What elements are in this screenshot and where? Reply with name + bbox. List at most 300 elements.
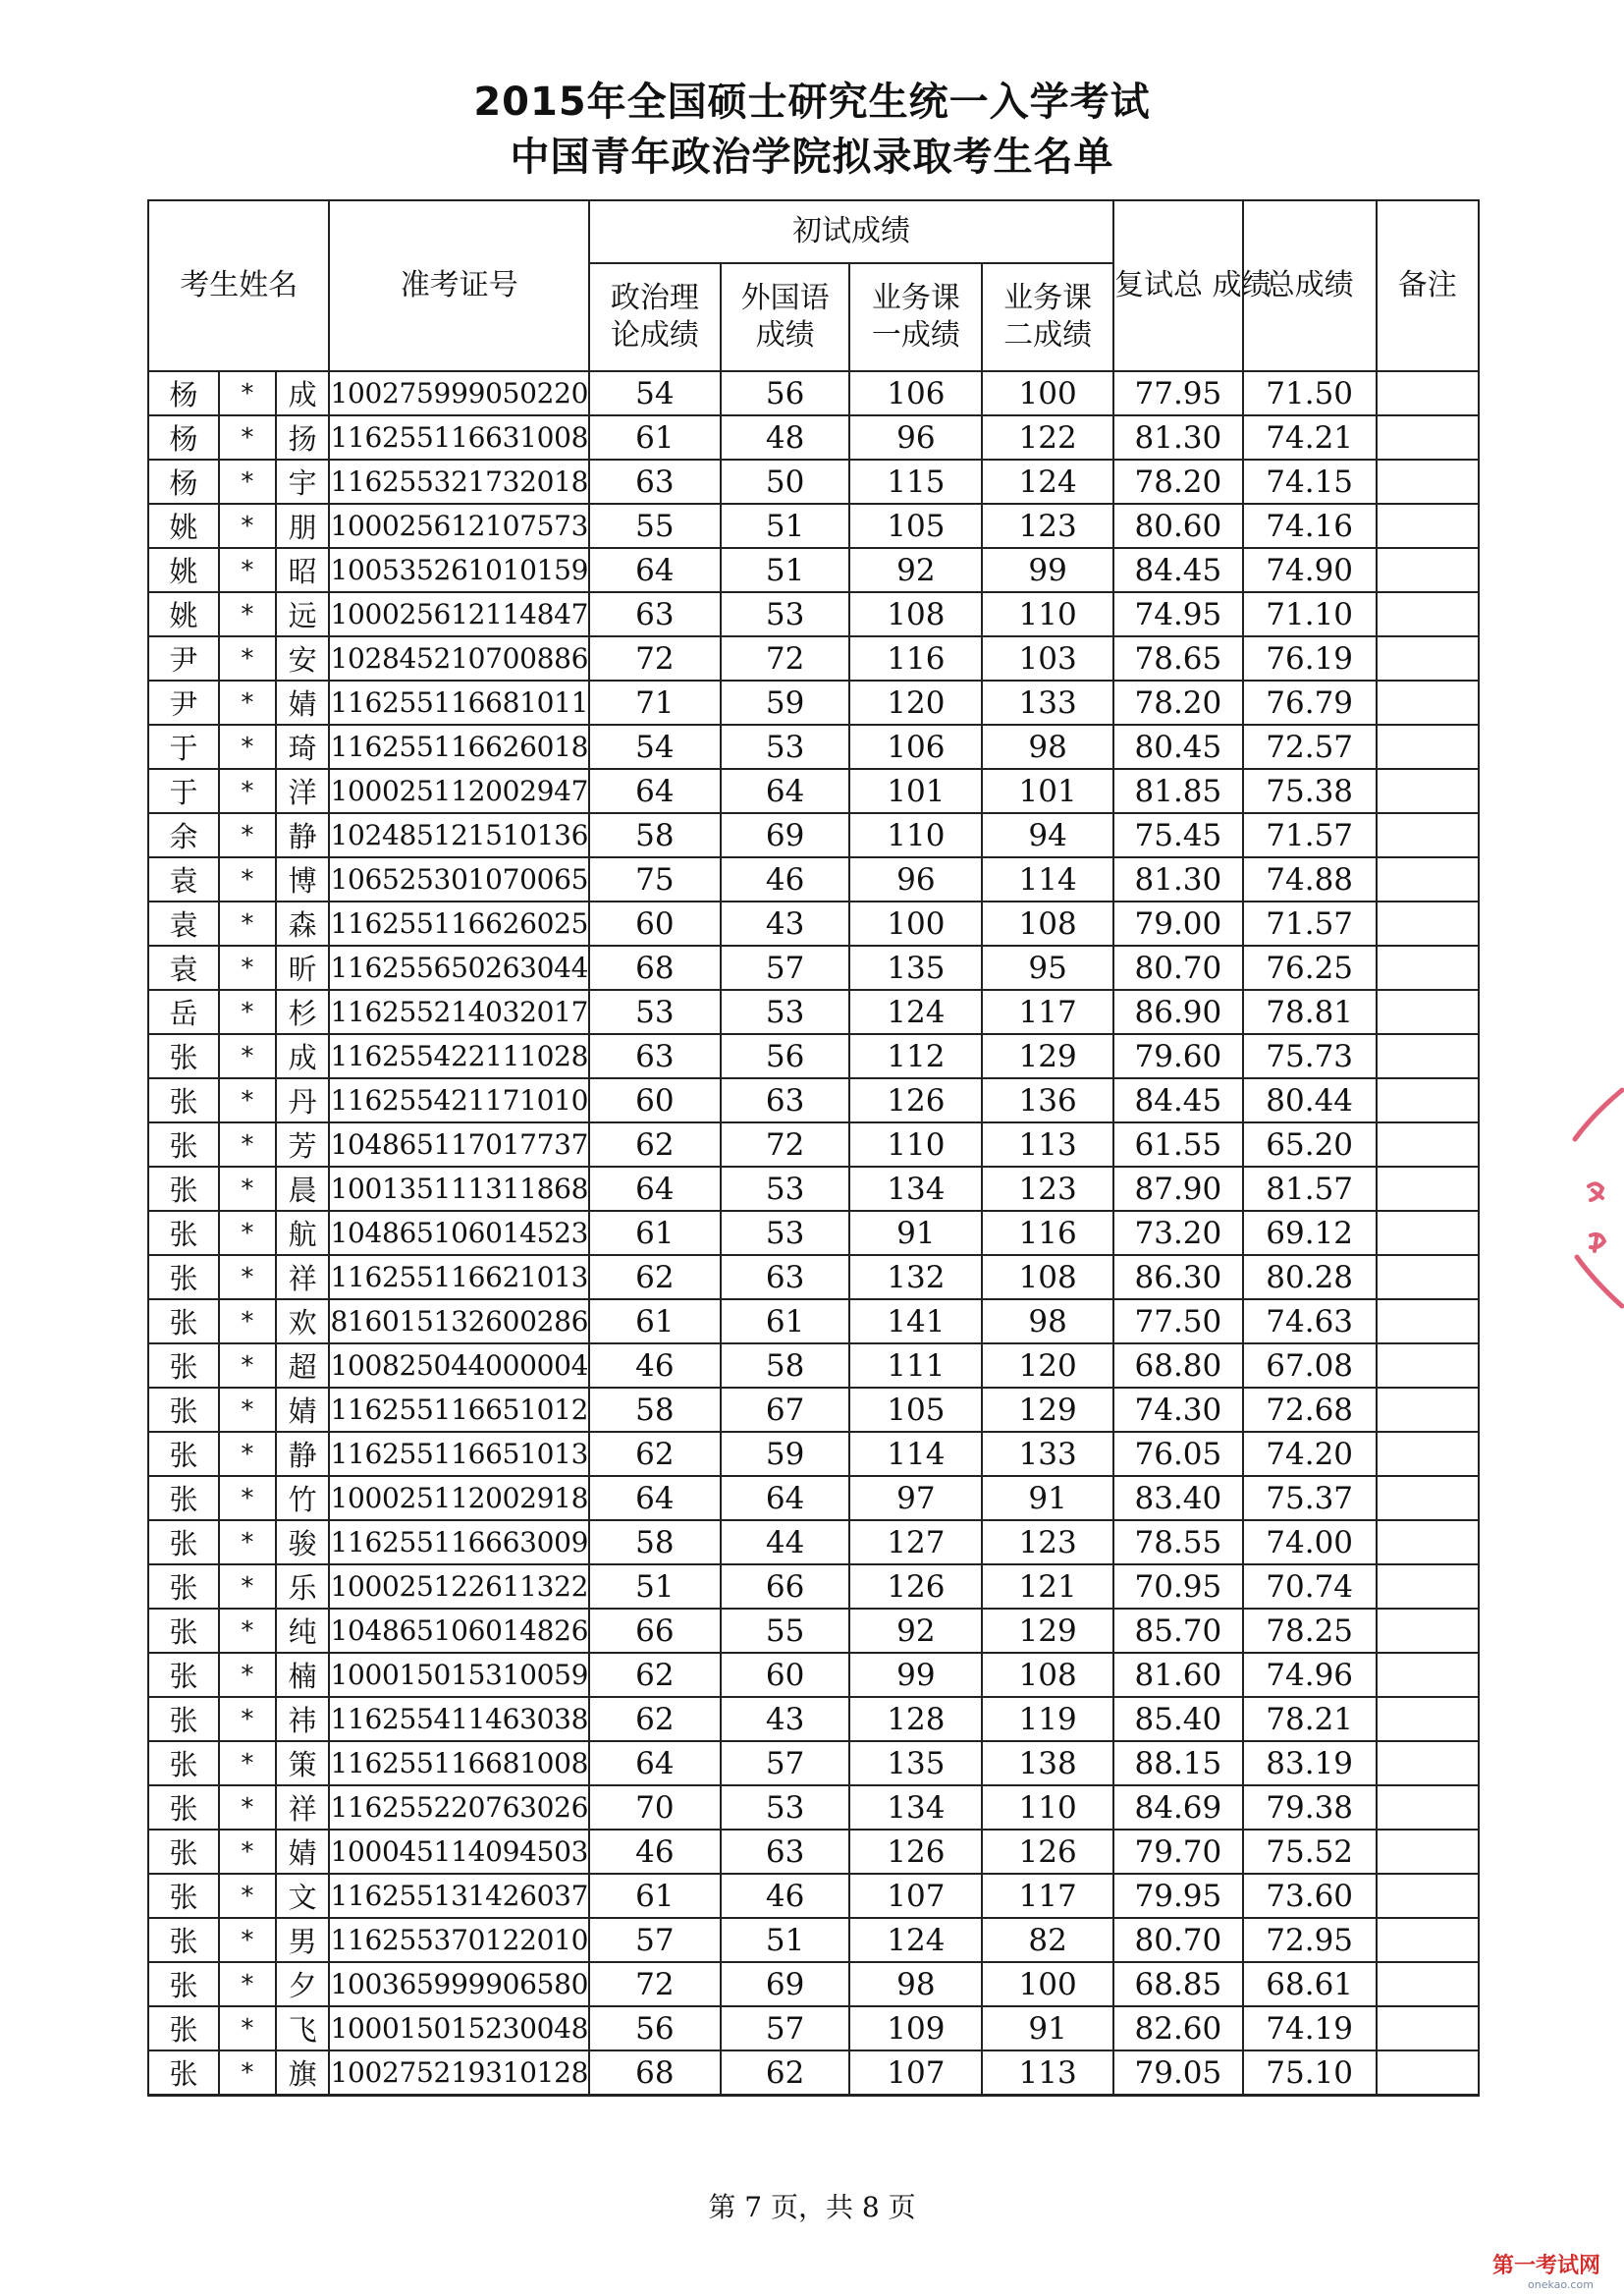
cell-exam-id: 100025612114847 <box>329 592 589 636</box>
cell-retest-score: 76.05 <box>1113 1432 1243 1476</box>
cell-exam-id: 104865106014826 <box>329 1609 589 1653</box>
cell-course1-score: 110 <box>849 813 982 857</box>
cell-remark <box>1377 2050 1479 2096</box>
cell-surname: 姚 <box>148 548 219 592</box>
cell-total-score: 65.20 <box>1243 1122 1377 1167</box>
cell-given-name: 琦 <box>276 725 330 769</box>
cell-foreign-score: 57 <box>721 2006 850 2050</box>
cell-total-score: 78.81 <box>1243 990 1377 1034</box>
cell-course2-score: 121 <box>982 1564 1113 1609</box>
cell-exam-id: 100025112002947 <box>329 769 589 813</box>
cell-given-name: 乐 <box>276 1564 330 1609</box>
cell-foreign-score: 53 <box>721 990 850 1034</box>
cell-mask: * <box>219 1962 276 2006</box>
cell-given-name: 芳 <box>276 1122 330 1167</box>
cell-course1-score: 98 <box>849 1962 982 2006</box>
cell-foreign-score: 57 <box>721 1741 850 1785</box>
cell-remark <box>1377 2006 1479 2050</box>
cell-surname: 袁 <box>148 902 219 946</box>
cell-remark <box>1377 1653 1479 1697</box>
cell-retest-score: 86.30 <box>1113 1255 1243 1299</box>
cell-politics-score: 46 <box>589 1830 721 1874</box>
table-row <box>148 415 1479 460</box>
cell-mask: * <box>219 592 276 636</box>
cell-remark <box>1377 1343 1479 1388</box>
cell-mask: * <box>219 725 276 769</box>
cell-exam-id: 104865117017737 <box>329 1122 589 1167</box>
cell-retest-score: 77.95 <box>1113 371 1243 415</box>
cell-surname: 张 <box>148 1785 219 1830</box>
cell-surname: 袁 <box>148 857 219 902</box>
table-body <box>148 371 1479 2096</box>
cell-course2-score: 101 <box>982 769 1113 813</box>
cell-retest-score: 79.05 <box>1113 2050 1243 2096</box>
cell-politics-score: 63 <box>589 460 721 504</box>
cell-total-score: 75.73 <box>1243 1034 1377 1078</box>
cell-total-score: 73.60 <box>1243 1874 1377 1918</box>
cell-foreign-score: 51 <box>721 548 850 592</box>
cell-course2-score: 99 <box>982 548 1113 592</box>
cell-exam-id: 116255116681008 <box>329 1741 589 1785</box>
table-row <box>148 946 1479 990</box>
table-row <box>148 1564 1479 1609</box>
cell-total-score: 71.50 <box>1243 371 1377 415</box>
cell-course2-score: 103 <box>982 636 1113 681</box>
cell-course2-score: 91 <box>982 2006 1113 2050</box>
cell-total-score: 74.16 <box>1243 504 1377 548</box>
cell-total-score: 71.10 <box>1243 592 1377 636</box>
cell-politics-score: 54 <box>589 725 721 769</box>
cell-retest-score: 61.55 <box>1113 1122 1243 1167</box>
table-row <box>148 681 1479 725</box>
cell-politics-score: 61 <box>589 415 721 460</box>
cell-course2-score: 133 <box>982 1432 1113 1476</box>
cell-remark <box>1377 681 1479 725</box>
cell-course2-score: 120 <box>982 1343 1113 1388</box>
cell-foreign-score: 51 <box>721 1918 850 1962</box>
cell-course1-score: 124 <box>849 1918 982 1962</box>
cell-surname: 张 <box>148 1432 219 1476</box>
table-row <box>148 1034 1479 1078</box>
cell-exam-id: 100825044000004 <box>329 1343 589 1388</box>
cell-surname: 袁 <box>148 946 219 990</box>
header-course1-line2: 一成绩 <box>871 318 960 353</box>
cell-course2-score: 114 <box>982 857 1113 902</box>
cell-surname: 杨 <box>148 371 219 415</box>
cell-total-score: 75.52 <box>1243 1830 1377 1874</box>
cell-course2-score: 129 <box>982 1609 1113 1653</box>
cell-surname: 杨 <box>148 415 219 460</box>
cell-course1-score: 134 <box>849 1167 982 1211</box>
cell-total-score: 72.68 <box>1243 1388 1377 1432</box>
cell-total-score: 74.63 <box>1243 1299 1377 1343</box>
cell-surname: 张 <box>148 1078 219 1122</box>
cell-foreign-score: 72 <box>721 1122 850 1167</box>
cell-surname: 姚 <box>148 504 219 548</box>
cell-retest-score: 81.30 <box>1113 415 1243 460</box>
cell-course2-score: 119 <box>982 1697 1113 1741</box>
cell-exam-id: 100015015230048 <box>329 2006 589 2050</box>
cell-course1-score: 92 <box>849 1609 982 1653</box>
cell-course2-score: 136 <box>982 1078 1113 1122</box>
cell-exam-id: 116255116626025 <box>329 902 589 946</box>
cell-surname: 张 <box>148 1609 219 1653</box>
cell-mask: * <box>219 1122 276 1167</box>
cell-mask: * <box>219 681 276 725</box>
cell-remark <box>1377 725 1479 769</box>
cell-remark <box>1377 592 1479 636</box>
cell-foreign-score: 69 <box>721 1962 850 2006</box>
cell-exam-id: 100015015310059 <box>329 1653 589 1697</box>
cell-politics-score: 55 <box>589 504 721 548</box>
cell-retest-score: 73.20 <box>1113 1211 1243 1255</box>
cell-total-score: 74.21 <box>1243 415 1377 460</box>
cell-total-score: 67.08 <box>1243 1343 1377 1388</box>
cell-foreign-score: 53 <box>721 592 850 636</box>
table-row <box>148 990 1479 1034</box>
cell-surname: 张 <box>148 1167 219 1211</box>
cell-retest-score: 82.60 <box>1113 2006 1243 2050</box>
cell-retest-score: 74.95 <box>1113 592 1243 636</box>
cell-course2-score: 117 <box>982 1874 1113 1918</box>
cell-course2-score: 126 <box>982 1830 1113 1874</box>
cell-foreign-score: 57 <box>721 946 850 990</box>
cell-given-name: 纯 <box>276 1609 330 1653</box>
cell-foreign-score: 53 <box>721 725 850 769</box>
table-row <box>148 1388 1479 1432</box>
cell-remark <box>1377 1918 1479 1962</box>
cell-retest-score: 78.55 <box>1113 1520 1243 1564</box>
table-row <box>148 1962 1479 2006</box>
cell-mask: * <box>219 2006 276 2050</box>
cell-course1-score: 124 <box>849 990 982 1034</box>
header-politics-line2: 论成绩 <box>610 318 699 353</box>
cell-foreign-score: 59 <box>721 681 850 725</box>
cell-total-score: 78.21 <box>1243 1697 1377 1741</box>
cell-course1-score: 91 <box>849 1211 982 1255</box>
cell-retest-score: 80.70 <box>1113 946 1243 990</box>
cell-course2-score: 108 <box>982 1255 1113 1299</box>
table-row <box>148 2050 1479 2096</box>
cell-politics-score: 72 <box>589 1962 721 2006</box>
cell-course1-score: 114 <box>849 1432 982 1476</box>
cell-mask: * <box>219 1653 276 1697</box>
cell-exam-id: 100275999050220 <box>329 371 589 415</box>
cell-total-score: 74.96 <box>1243 1653 1377 1697</box>
cell-given-name: 祥 <box>276 1255 330 1299</box>
cell-given-name: 朋 <box>276 504 330 548</box>
cell-mask: * <box>219 1255 276 1299</box>
cell-surname: 杨 <box>148 460 219 504</box>
cell-politics-score: 62 <box>589 1697 721 1741</box>
cell-course1-score: 126 <box>849 1564 982 1609</box>
cell-retest-score: 68.85 <box>1113 1962 1243 2006</box>
header-remarks: 备注 <box>1377 200 1479 371</box>
cell-remark <box>1377 1874 1479 1918</box>
header-foreign-language <box>721 263 850 371</box>
cell-mask: * <box>219 548 276 592</box>
cell-course2-score: 113 <box>982 2050 1113 2096</box>
table-row <box>148 1697 1479 1741</box>
cell-total-score: 83.19 <box>1243 1741 1377 1785</box>
cell-surname: 张 <box>148 1388 219 1432</box>
cell-remark <box>1377 1167 1479 1211</box>
cell-foreign-score: 69 <box>721 813 850 857</box>
cell-remark <box>1377 548 1479 592</box>
cell-course1-score: 100 <box>849 902 982 946</box>
cell-total-score: 81.57 <box>1243 1167 1377 1211</box>
cell-course1-score: 111 <box>849 1343 982 1388</box>
cell-politics-score: 64 <box>589 769 721 813</box>
cell-retest-score: 79.60 <box>1113 1034 1243 1078</box>
cell-course2-score: 98 <box>982 725 1113 769</box>
page-number-footer: 第 7 页，共 8 页 <box>708 2191 916 2223</box>
cell-total-score: 75.37 <box>1243 1476 1377 1520</box>
cell-mask: * <box>219 1785 276 1830</box>
header-course-two <box>982 263 1113 371</box>
cell-retest-score: 85.40 <box>1113 1697 1243 1741</box>
cell-exam-id: 100365999906580 <box>329 1962 589 2006</box>
cell-mask: * <box>219 1167 276 1211</box>
cell-given-name: 远 <box>276 592 330 636</box>
cell-surname: 张 <box>148 1564 219 1609</box>
cell-given-name: 静 <box>276 1432 330 1476</box>
cell-surname: 尹 <box>148 681 219 725</box>
cell-course1-score: 106 <box>849 371 982 415</box>
cell-retest-score: 77.50 <box>1113 1299 1243 1343</box>
cell-exam-id: 116255116621013 <box>329 1255 589 1299</box>
cell-politics-score: 62 <box>589 1255 721 1299</box>
cell-course1-score: 126 <box>849 1078 982 1122</box>
table-row <box>148 1741 1479 1785</box>
cell-course2-score: 100 <box>982 371 1113 415</box>
cell-politics-score: 58 <box>589 1388 721 1432</box>
cell-politics-score: 62 <box>589 1432 721 1476</box>
cell-surname: 于 <box>148 725 219 769</box>
header-course2-line1: 业务课 <box>1003 281 1093 315</box>
cell-remark <box>1377 1609 1479 1653</box>
cell-foreign-score: 59 <box>721 1432 850 1476</box>
cell-given-name: 成 <box>276 371 330 415</box>
cell-foreign-score: 64 <box>721 769 850 813</box>
cell-mask: * <box>219 1034 276 1078</box>
cell-retest-score: 80.45 <box>1113 725 1243 769</box>
cell-remark <box>1377 1388 1479 1432</box>
cell-course1-score: 99 <box>849 1653 982 1697</box>
cell-surname: 岳 <box>148 990 219 1034</box>
header-prelim-scores: 初试成绩 <box>589 200 1113 263</box>
cell-retest-score: 78.65 <box>1113 636 1243 681</box>
cell-politics-score: 68 <box>589 2050 721 2096</box>
cell-foreign-score: 43 <box>721 1697 850 1741</box>
cell-remark <box>1377 1255 1479 1299</box>
cell-politics-score: 53 <box>589 990 721 1034</box>
cell-total-score: 72.95 <box>1243 1918 1377 1962</box>
table-row <box>148 1918 1479 1962</box>
cell-mask: * <box>219 2050 276 2096</box>
table-row <box>148 460 1479 504</box>
cell-surname: 张 <box>148 2006 219 2050</box>
cell-remark <box>1377 1432 1479 1476</box>
cell-given-name: 超 <box>276 1343 330 1388</box>
cell-remark <box>1377 371 1479 415</box>
cell-course2-score: 138 <box>982 1741 1113 1785</box>
cell-course1-score: 96 <box>849 857 982 902</box>
header-foreign-line2: 成绩 <box>755 318 815 353</box>
cell-remark <box>1377 813 1479 857</box>
cell-retest-score: 81.30 <box>1113 857 1243 902</box>
cell-exam-id: 116255116626018 <box>329 725 589 769</box>
cell-remark <box>1377 946 1479 990</box>
cell-retest-score: 80.70 <box>1113 1918 1243 1962</box>
cell-remark <box>1377 504 1479 548</box>
cell-given-name: 婧 <box>276 681 330 725</box>
cell-given-name: 静 <box>276 813 330 857</box>
cell-course2-score: 122 <box>982 415 1113 460</box>
cell-politics-score: 62 <box>589 1122 721 1167</box>
table-row <box>148 769 1479 813</box>
table-row <box>148 2006 1479 2050</box>
header-course2-line2: 二成绩 <box>1003 318 1093 353</box>
cell-surname: 张 <box>148 1741 219 1785</box>
cell-mask: * <box>219 813 276 857</box>
cell-retest-score: 84.45 <box>1113 1078 1243 1122</box>
cell-foreign-score: 56 <box>721 371 850 415</box>
cell-politics-score: 61 <box>589 1874 721 1918</box>
cell-mask: * <box>219 1520 276 1564</box>
cell-retest-score: 85.70 <box>1113 1609 1243 1653</box>
cell-course1-score: 105 <box>849 1388 982 1432</box>
cell-remark <box>1377 460 1479 504</box>
cell-course1-score: 132 <box>849 1255 982 1299</box>
cell-exam-id: 116255422111028 <box>329 1034 589 1078</box>
cell-politics-score: 68 <box>589 946 721 990</box>
table-row <box>148 1122 1479 1167</box>
cell-exam-id: 100275219310128 <box>329 2050 589 2096</box>
cell-given-name: 宇 <box>276 460 330 504</box>
cell-total-score: 75.38 <box>1243 769 1377 813</box>
cell-remark <box>1377 415 1479 460</box>
header-retest-line2: 成绩 <box>1212 268 1272 302</box>
cell-total-score: 74.00 <box>1243 1520 1377 1564</box>
cell-politics-score: 63 <box>589 592 721 636</box>
cell-remark <box>1377 1830 1479 1874</box>
cell-exam-id: 100135111311868 <box>329 1167 589 1211</box>
cell-mask: * <box>219 1078 276 1122</box>
cell-mask: * <box>219 1432 276 1476</box>
cell-surname: 张 <box>148 1255 219 1299</box>
cell-politics-score: 70 <box>589 1785 721 1830</box>
cell-foreign-score: 63 <box>721 1830 850 1874</box>
cell-exam-id: 816015132600286 <box>329 1299 589 1343</box>
cell-given-name: 昕 <box>276 946 330 990</box>
cell-remark <box>1377 1122 1479 1167</box>
cell-exam-id: 116255214032017 <box>329 990 589 1034</box>
table-row <box>148 548 1479 592</box>
cell-given-name: 博 <box>276 857 330 902</box>
cell-mask: * <box>219 1830 276 1874</box>
cell-given-name: 竹 <box>276 1476 330 1520</box>
cell-course2-score: 108 <box>982 902 1113 946</box>
cell-mask: * <box>219 990 276 1034</box>
cell-mask: * <box>219 946 276 990</box>
cell-retest-score: 83.40 <box>1113 1476 1243 1520</box>
cell-exam-id: 116255116681011 <box>329 681 589 725</box>
cell-retest-score: 81.85 <box>1113 769 1243 813</box>
cell-course2-score: 129 <box>982 1388 1113 1432</box>
cell-mask: * <box>219 1564 276 1609</box>
cell-surname: 张 <box>148 1211 219 1255</box>
cell-remark <box>1377 636 1479 681</box>
cell-given-name: 杉 <box>276 990 330 1034</box>
cell-mask: * <box>219 504 276 548</box>
cell-foreign-score: 67 <box>721 1388 850 1432</box>
cell-course2-score: 110 <box>982 1785 1113 1830</box>
cell-politics-score: 62 <box>589 1653 721 1697</box>
cell-remark <box>1377 990 1479 1034</box>
cell-course2-score: 129 <box>982 1034 1113 1078</box>
cell-exam-id: 106525301070065 <box>329 857 589 902</box>
cell-exam-id: 116255131426037 <box>329 1874 589 1918</box>
cell-mask: * <box>219 460 276 504</box>
header-foreign-line1: 外国语 <box>740 281 830 315</box>
cell-total-score: 71.57 <box>1243 813 1377 857</box>
cell-total-score: 79.38 <box>1243 1785 1377 1830</box>
cell-total-score: 78.25 <box>1243 1609 1377 1653</box>
cell-foreign-score: 64 <box>721 1476 850 1520</box>
cell-surname: 余 <box>148 813 219 857</box>
cell-mask: * <box>219 1609 276 1653</box>
cell-given-name: 楠 <box>276 1653 330 1697</box>
cell-surname: 张 <box>148 1918 219 1962</box>
cell-surname: 尹 <box>148 636 219 681</box>
cell-surname: 姚 <box>148 592 219 636</box>
cell-politics-score: 64 <box>589 1476 721 1520</box>
cell-course1-score: 101 <box>849 769 982 813</box>
cell-politics-score: 71 <box>589 681 721 725</box>
table-row <box>148 1609 1479 1653</box>
table-row <box>148 1255 1479 1299</box>
cell-politics-score: 64 <box>589 548 721 592</box>
cell-retest-score: 74.30 <box>1113 1388 1243 1432</box>
cell-surname: 张 <box>148 1299 219 1343</box>
cell-retest-score: 79.95 <box>1113 1874 1243 1918</box>
cell-retest-score: 80.60 <box>1113 504 1243 548</box>
cell-foreign-score: 58 <box>721 1343 850 1388</box>
table-row <box>148 1211 1479 1255</box>
cell-retest-score: 79.00 <box>1113 902 1243 946</box>
cell-surname: 张 <box>148 1520 219 1564</box>
cell-total-score: 76.19 <box>1243 636 1377 681</box>
cell-remark <box>1377 857 1479 902</box>
cell-course1-score: 126 <box>849 1830 982 1874</box>
cell-surname: 张 <box>148 1122 219 1167</box>
cell-exam-id: 100025612107573 <box>329 504 589 548</box>
cell-course2-score: 91 <box>982 1476 1113 1520</box>
cell-politics-score: 64 <box>589 1741 721 1785</box>
cell-remark <box>1377 1034 1479 1078</box>
cell-retest-score: 78.20 <box>1113 460 1243 504</box>
table-row <box>148 902 1479 946</box>
table-row <box>148 636 1479 681</box>
cell-politics-score: 58 <box>589 813 721 857</box>
cell-exam-id: 116255370122010 <box>329 1918 589 1962</box>
cell-foreign-score: 56 <box>721 1034 850 1078</box>
cell-surname: 张 <box>148 1476 219 1520</box>
cell-course1-score: 128 <box>849 1697 982 1741</box>
cell-retest-score: 86.90 <box>1113 990 1243 1034</box>
cell-course1-score: 107 <box>849 2050 982 2096</box>
